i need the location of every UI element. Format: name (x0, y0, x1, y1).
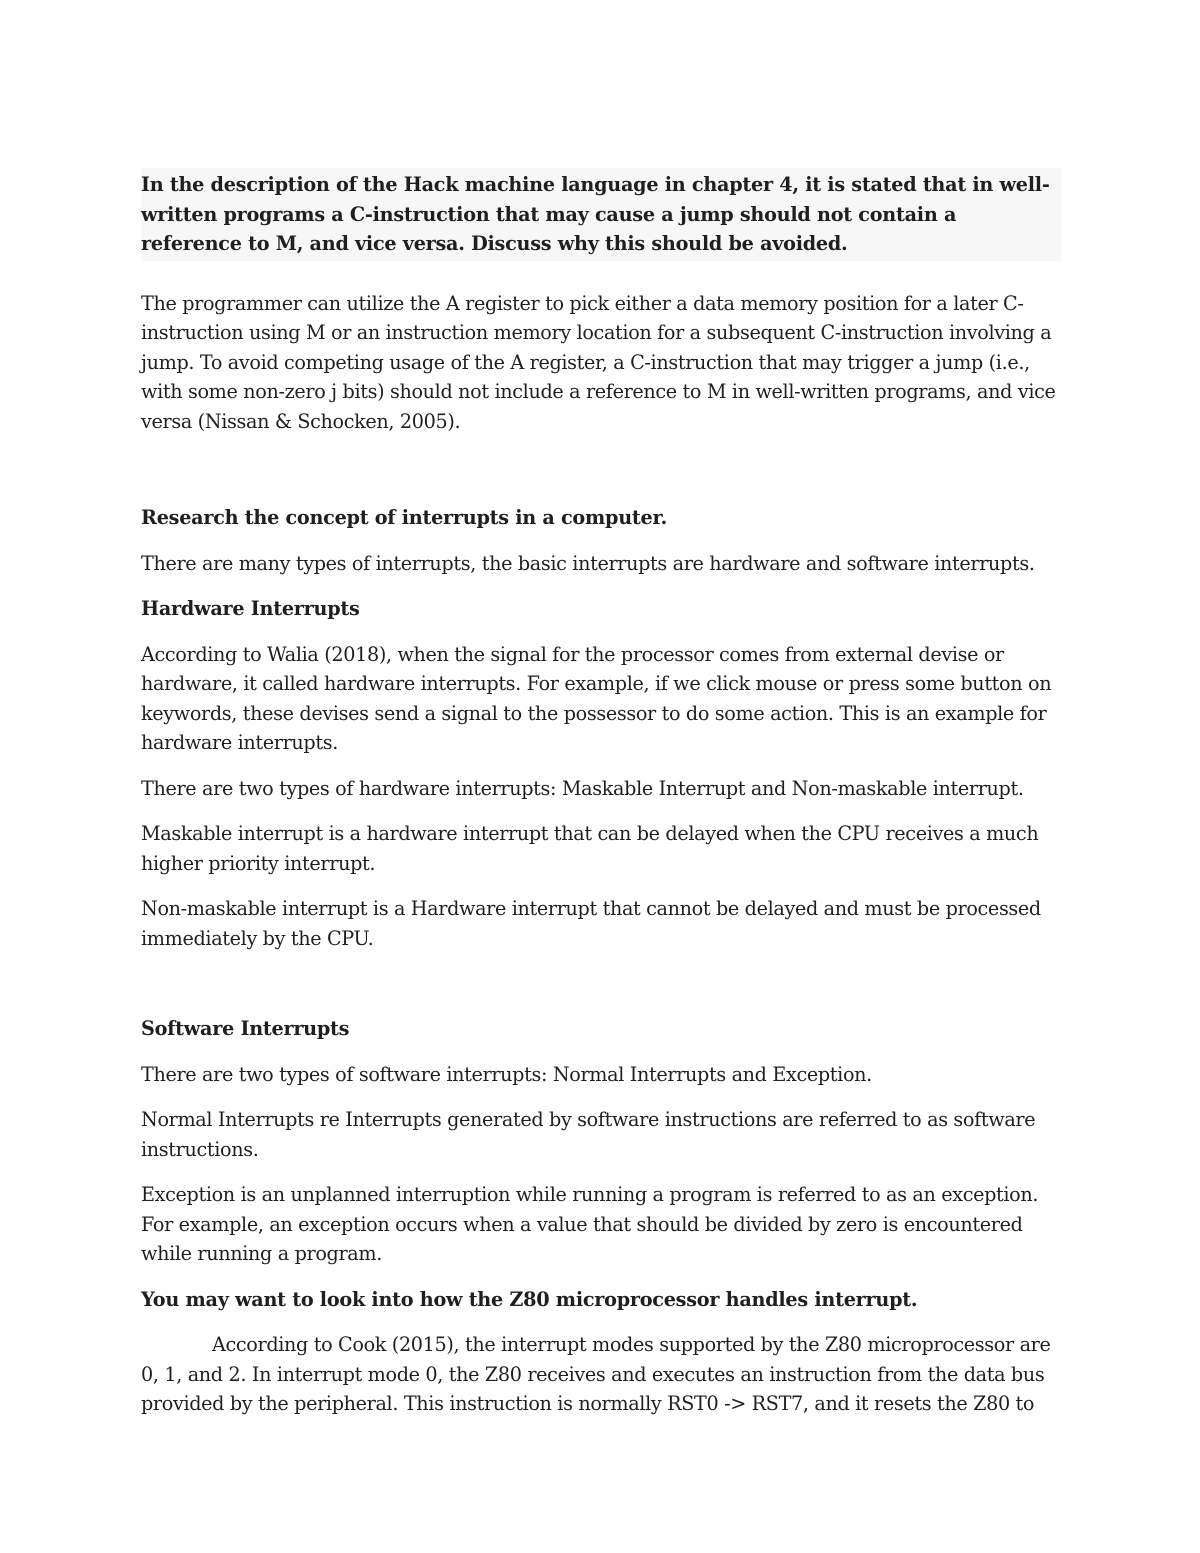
document-body (141, 168, 1061, 1419)
hardware-interrupts-paragraph-3: Maskable interrupt is a hardware interrupt that can be delayed when the CPU receives a much higher priority interrupt. (141, 822, 1039, 875)
question-3-heading: You may want to look into how the Z80 microprocessor handles interrupt. (141, 1287, 918, 1311)
question-2-heading: Research the concept of interrupts in a computer. (141, 506, 668, 529)
hardware-interrupts-heading: Hardware Interrupts (141, 597, 360, 620)
z80-interrupts-paragraph: According to Cook (2015), the interrupt modes supported by the Z80 microprocessor are 0, 1, and 2. In interrupt mode 0, the Z80 receives and executes an instruction from the data bus provided by the peripheral. This instruction is normally RST0 -> RST7, and it resets the Z80 to (141, 1333, 1051, 1415)
software-interrupts-heading: Software Interrupts (141, 1017, 350, 1040)
hardware-interrupts-paragraph-1: According to Walia (2018), when the signal for the processor comes from external devise or hardware, it called hardware interrupts. For example, if we click mouse or press some button on keywords, these devises send a signal to the possessor to do some action. This is an example for hardware interrupts. (141, 642, 1052, 754)
software-interrupts-paragraph-2: Normal Interrupts re Interrupts generated by software instructions are referred to as software instructions. (141, 1108, 1036, 1161)
question-1-answer: The programmer can utilize the A register to pick either a data memory position for a later C-instruction using M or an instruction memory location for a subsequent C-instruction involving a jump. To avoid competing usage of the A register, a C-instruction that may trigger a jump (i.e., with some non-zero j bits) should not include a reference to M in well-written programs, and vice versa (Nissan & Schocken, 2005). (141, 291, 1056, 433)
software-interrupts-paragraph-1: There are two types of software interrupts: Normal Interrupts and Exception. (141, 1062, 872, 1086)
question-1-heading: In the description of the Hack machine language in chapter 4, it is stated that in well-written programs a C-instruction that may cause a jump should not contain a reference to M, and vice versa. Discuss why this should be avoided. (141, 173, 1050, 255)
hardware-interrupts-paragraph-4: Non-maskable interrupt is a Hardware interrupt that cannot be delayed and must be processed immediately by the CPU. (141, 897, 1041, 950)
hardware-interrupts-paragraph-2: There are two types of hardware interrupts: Maskable Interrupt and Non-maskable interrupt. (141, 776, 1024, 800)
question-1-block (141, 168, 1061, 261)
interrupts-intro: There are many types of interrupts, the basic interrupts are hardware and software interrupts. (141, 551, 1035, 575)
software-interrupts-paragraph-3: Exception is an unplanned interruption while running a program is referred to as an exception. For example, an exception occurs when a value that should be divided by zero is encountered while running a program. (141, 1183, 1039, 1265)
